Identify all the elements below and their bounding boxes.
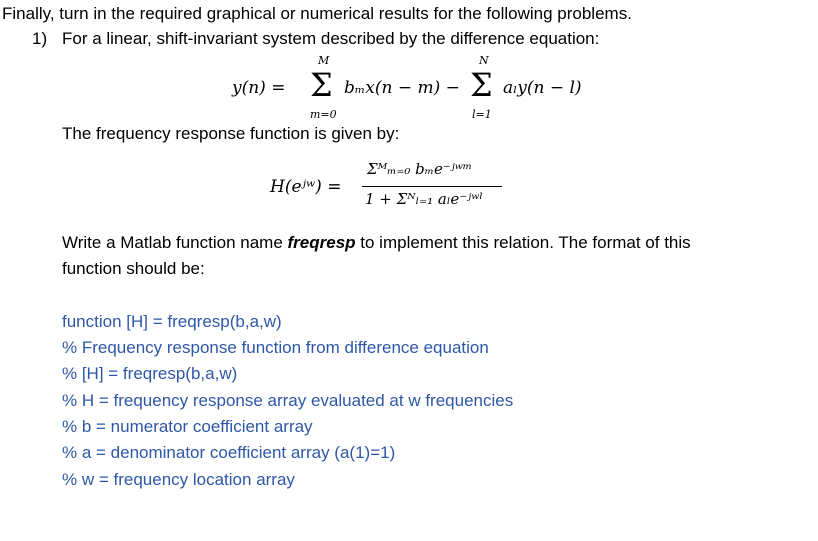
instruction-before: Write a Matlab function name [62, 233, 288, 252]
instruction-after: to implement this relation. The format of this [355, 233, 691, 252]
freq-intro-text: The frequency response function is given by: [62, 124, 400, 143]
sum1-sigma: Σ [310, 66, 333, 104]
eq2-numerator: Σᴹₘ₌₀ bₘe⁻ʲʷᵐ [367, 160, 473, 178]
eq1-lhs: y(n) = [232, 78, 286, 98]
eq1-term2: aₗy(n − l) [503, 78, 582, 98]
sum2-upper: N [479, 54, 489, 67]
eq1-term1: bₘx(n − m) − [344, 78, 460, 98]
sum2-lower: l=1 [472, 108, 492, 121]
instruction-line2: function should be: [62, 259, 205, 278]
code-line: % Frequency response function from difference equation [62, 338, 489, 357]
intro-text: Finally, turn in the required graphical or numerical results for the following problems. [2, 4, 632, 23]
item-text: For a linear, shift-invariant system described by the difference equation: [62, 29, 600, 48]
instruction-line1 [62, 233, 691, 253]
function-name: freqresp [287, 233, 356, 252]
code-line: function [H] = freqresp(b,a,w) [62, 312, 282, 331]
sum1-upper: M [318, 54, 330, 67]
sum1-lower: m=0 [310, 108, 337, 121]
eq2-denominator: 1 + Σᴺₗ₌₁ aₗe⁻ʲʷˡ [365, 190, 483, 208]
code-line: % H = frequency response array evaluated at w frequencies [62, 391, 514, 410]
code-line: % [H] = freqresp(b,a,w) [62, 364, 238, 383]
eq2-lhs: H(eʲʷ) = [270, 177, 342, 197]
code-line: % w = frequency location array [62, 470, 295, 489]
item-number: 1) [32, 29, 48, 48]
fraction-bar [362, 186, 502, 187]
sum2-sigma: Σ [470, 66, 493, 104]
code-line: % b = numerator coefficient array [62, 417, 313, 436]
code-line: % a = denominator coefficient array (a(1)=1) [62, 443, 396, 462]
